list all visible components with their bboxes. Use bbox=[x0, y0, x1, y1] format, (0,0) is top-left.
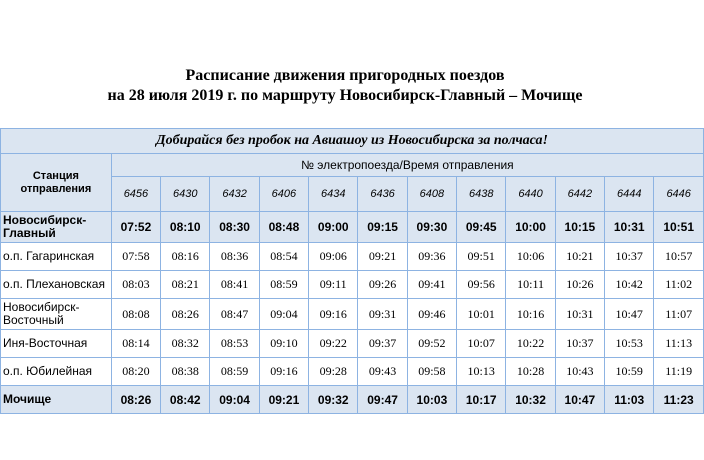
departure-time-cell: 09:04 bbox=[210, 386, 259, 414]
departure-time-cell: 09:41 bbox=[407, 271, 456, 299]
train-number-cell: 6434 bbox=[309, 177, 358, 212]
departure-time-cell: 08:30 bbox=[210, 212, 259, 243]
departure-time-cell: 09:16 bbox=[259, 358, 308, 386]
departure-time-cell: 10:28 bbox=[506, 358, 555, 386]
title-line-2: на 28 июля 2019 г. по маршруту Новосибирск-Главный – Мочище bbox=[107, 87, 583, 104]
train-number-cell: 6446 bbox=[654, 177, 704, 212]
departure-time-cell: 10:00 bbox=[506, 212, 555, 243]
station-column-header: Станция отправления bbox=[1, 154, 112, 212]
train-number-cell: 6444 bbox=[605, 177, 654, 212]
departure-time-cell: 11:07 bbox=[654, 299, 704, 330]
departure-time-cell: 10:47 bbox=[555, 386, 604, 414]
schedule-row bbox=[1, 243, 704, 271]
departure-time-cell: 09:22 bbox=[309, 330, 358, 358]
departure-time-cell: 09:58 bbox=[407, 358, 456, 386]
departure-time-cell: 09:51 bbox=[457, 243, 506, 271]
schedule-row bbox=[1, 330, 704, 358]
departure-time-cell: 10:37 bbox=[605, 243, 654, 271]
departure-time-cell: 10:57 bbox=[654, 243, 704, 271]
station-name-cell: Новосибирск-Восточный bbox=[1, 299, 112, 330]
departure-time-cell: 08:36 bbox=[210, 243, 259, 271]
train-group-header: № электропоезда/Время отправления bbox=[111, 154, 703, 177]
departure-time-cell: 08:47 bbox=[210, 299, 259, 330]
departure-time-cell: 11:03 bbox=[605, 386, 654, 414]
departure-time-cell: 09:56 bbox=[457, 271, 506, 299]
departure-time-cell: 10:32 bbox=[506, 386, 555, 414]
departure-time-cell: 10:03 bbox=[407, 386, 456, 414]
departure-time-cell: 09:32 bbox=[309, 386, 358, 414]
train-number-cell: 6408 bbox=[407, 177, 456, 212]
departure-time-cell: 08:10 bbox=[161, 212, 210, 243]
departure-time-cell: 09:43 bbox=[358, 358, 407, 386]
departure-time-cell: 08:26 bbox=[161, 299, 210, 330]
banner-row bbox=[1, 129, 704, 154]
departure-time-cell: 09:45 bbox=[457, 212, 506, 243]
departure-time-cell: 09:47 bbox=[358, 386, 407, 414]
departure-time-cell: 10:11 bbox=[506, 271, 555, 299]
departure-time-cell: 09:06 bbox=[309, 243, 358, 271]
schedule-title bbox=[0, 66, 690, 106]
departure-time-cell: 10:21 bbox=[555, 243, 604, 271]
title-line-1: Расписание движения пригородных поездов bbox=[185, 67, 505, 84]
departure-time-cell: 09:30 bbox=[407, 212, 456, 243]
departure-time-cell: 09:31 bbox=[358, 299, 407, 330]
train-number-cell: 6442 bbox=[555, 177, 604, 212]
departure-time-cell: 08:32 bbox=[161, 330, 210, 358]
departure-time-cell: 08:21 bbox=[161, 271, 210, 299]
departure-time-cell: 08:08 bbox=[111, 299, 160, 330]
departure-time-cell: 07:52 bbox=[111, 212, 160, 243]
departure-time-cell: 10:42 bbox=[605, 271, 654, 299]
departure-time-cell: 09:37 bbox=[358, 330, 407, 358]
departure-time-cell: 10:06 bbox=[506, 243, 555, 271]
departure-time-cell: 10:51 bbox=[654, 212, 704, 243]
train-number-cell: 6438 bbox=[457, 177, 506, 212]
departure-time-cell: 11:13 bbox=[654, 330, 704, 358]
departure-time-cell: 10:15 bbox=[555, 212, 604, 243]
departure-time-cell: 09:21 bbox=[259, 386, 308, 414]
departure-time-cell: 08:03 bbox=[111, 271, 160, 299]
departure-time-cell: 09:52 bbox=[407, 330, 456, 358]
departure-time-cell: 08:54 bbox=[259, 243, 308, 271]
departure-time-cell: 11:02 bbox=[654, 271, 704, 299]
schedule-row bbox=[1, 358, 704, 386]
departure-time-cell: 10:47 bbox=[605, 299, 654, 330]
departure-time-cell: 10:37 bbox=[555, 330, 604, 358]
departure-time-cell: 08:38 bbox=[161, 358, 210, 386]
departure-time-cell: 08:48 bbox=[259, 212, 308, 243]
station-name-cell: о.п. Плехановская bbox=[1, 271, 112, 299]
departure-time-cell: 09:11 bbox=[309, 271, 358, 299]
departure-time-cell: 10:53 bbox=[605, 330, 654, 358]
schedule-row bbox=[1, 271, 704, 299]
station-name-cell: о.п. Юбилейная bbox=[1, 358, 112, 386]
schedule-row bbox=[1, 212, 704, 243]
schedule-table bbox=[0, 128, 704, 414]
departure-time-cell: 09:21 bbox=[358, 243, 407, 271]
train-number-cell: 6440 bbox=[506, 177, 555, 212]
departure-time-cell: 07:58 bbox=[111, 243, 160, 271]
departure-time-cell: 09:04 bbox=[259, 299, 308, 330]
departure-time-cell: 11:19 bbox=[654, 358, 704, 386]
station-name-cell: Мочище bbox=[1, 386, 112, 414]
departure-time-cell: 08:53 bbox=[210, 330, 259, 358]
schedule-table-wrap bbox=[0, 128, 695, 407]
departure-time-cell: 09:10 bbox=[259, 330, 308, 358]
train-number-cell: 6436 bbox=[358, 177, 407, 212]
departure-time-cell: 09:00 bbox=[309, 212, 358, 243]
train-number-cell: 6456 bbox=[111, 177, 160, 212]
departure-time-cell: 10:26 bbox=[555, 271, 604, 299]
departure-time-cell: 08:14 bbox=[111, 330, 160, 358]
departure-time-cell: 08:59 bbox=[210, 358, 259, 386]
departure-time-cell: 08:20 bbox=[111, 358, 160, 386]
train-number-cell: 6406 bbox=[259, 177, 308, 212]
departure-time-cell: 10:01 bbox=[457, 299, 506, 330]
schedule-row bbox=[1, 386, 704, 414]
departure-time-cell: 09:46 bbox=[407, 299, 456, 330]
departure-time-cell: 10:22 bbox=[506, 330, 555, 358]
departure-time-cell: 08:42 bbox=[161, 386, 210, 414]
departure-time-cell: 10:07 bbox=[457, 330, 506, 358]
departure-time-cell: 08:16 bbox=[161, 243, 210, 271]
departure-time-cell: 10:31 bbox=[555, 299, 604, 330]
departure-time-cell: 08:26 bbox=[111, 386, 160, 414]
station-name-cell: о.п. Гагаринская bbox=[1, 243, 112, 271]
departure-time-cell: 09:28 bbox=[309, 358, 358, 386]
departure-time-cell: 10:17 bbox=[457, 386, 506, 414]
train-number-cell: 6432 bbox=[210, 177, 259, 212]
departure-time-cell: 10:16 bbox=[506, 299, 555, 330]
header-group-row bbox=[1, 154, 704, 177]
train-number-cell: 6430 bbox=[161, 177, 210, 212]
departure-time-cell: 10:13 bbox=[457, 358, 506, 386]
departure-time-cell: 11:23 bbox=[654, 386, 704, 414]
departure-time-cell: 10:43 bbox=[555, 358, 604, 386]
station-name-cell: Новосибирск-Главный bbox=[1, 212, 112, 243]
departure-time-cell: 09:15 bbox=[358, 212, 407, 243]
departure-time-cell: 08:59 bbox=[259, 271, 308, 299]
banner-text: Добирайся без пробок на Авиашоу из Новосибирска за полчаса! bbox=[1, 129, 704, 154]
schedule-row bbox=[1, 299, 704, 330]
departure-time-cell: 10:31 bbox=[605, 212, 654, 243]
departure-time-cell: 09:36 bbox=[407, 243, 456, 271]
departure-time-cell: 09:26 bbox=[358, 271, 407, 299]
station-name-cell: Иня-Восточная bbox=[1, 330, 112, 358]
departure-time-cell: 10:59 bbox=[605, 358, 654, 386]
departure-time-cell: 09:16 bbox=[309, 299, 358, 330]
departure-time-cell: 08:41 bbox=[210, 271, 259, 299]
